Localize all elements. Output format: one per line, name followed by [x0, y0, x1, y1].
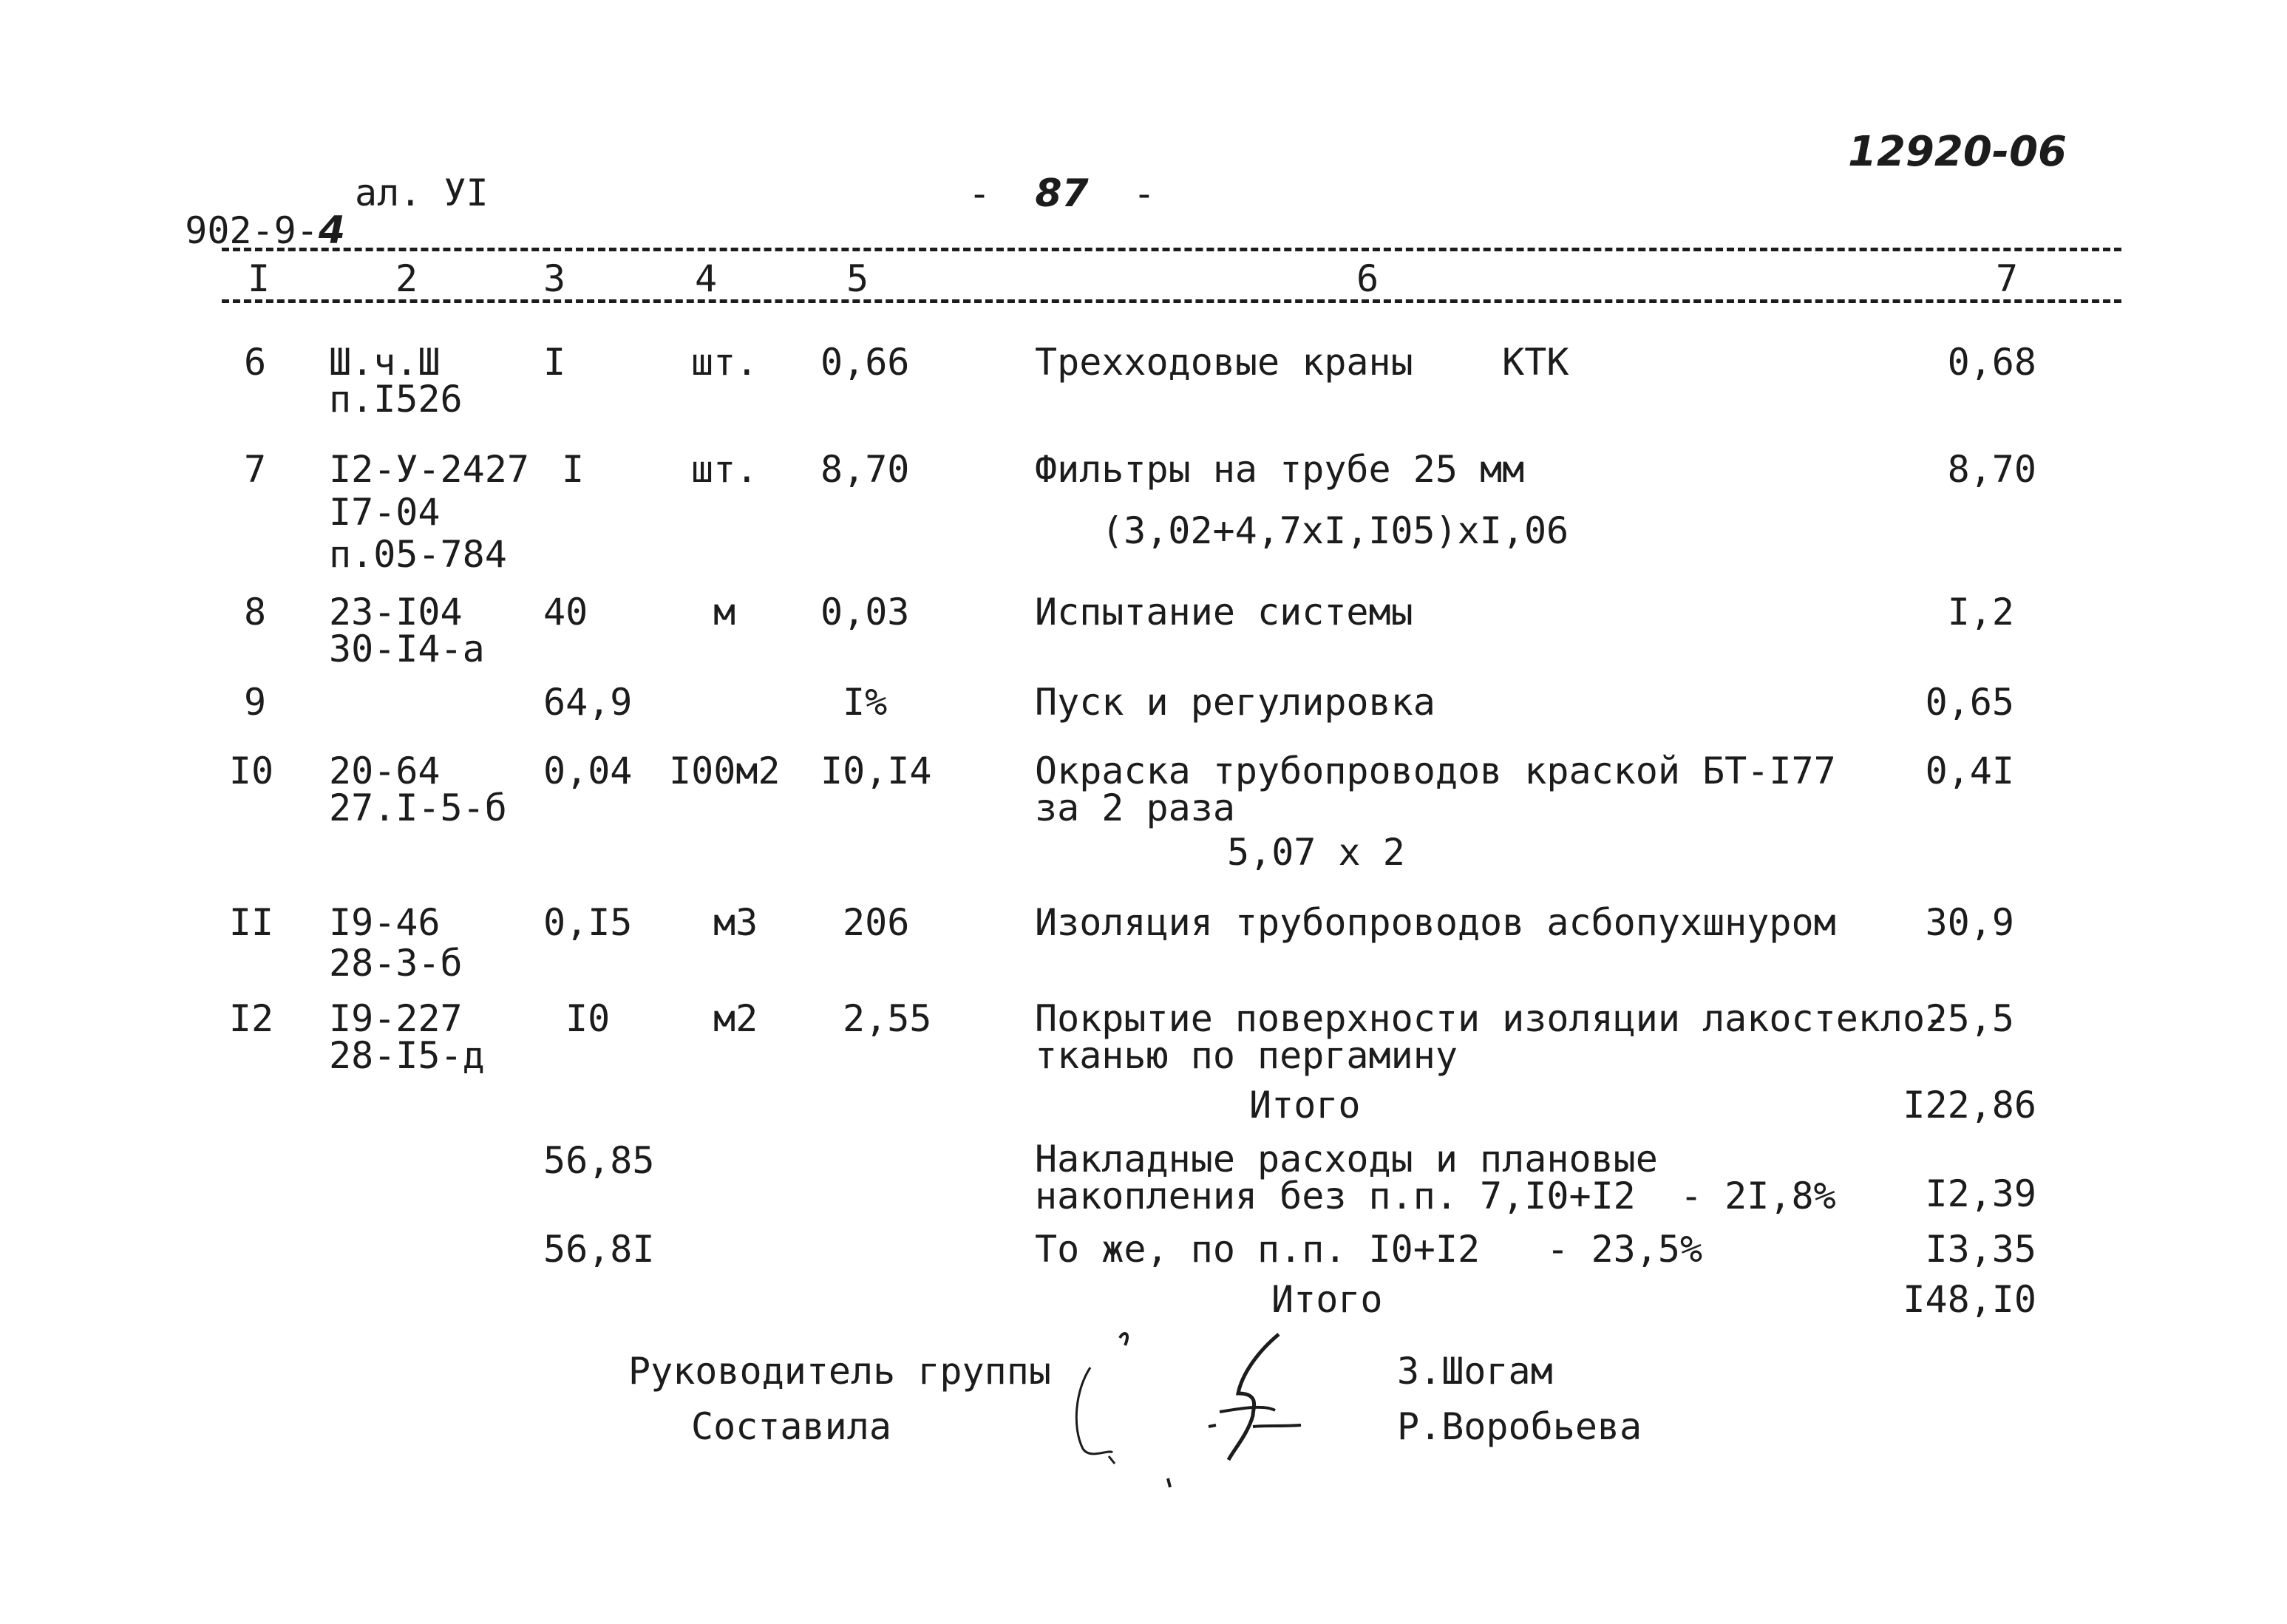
row-total: 0,4I: [1925, 750, 2014, 792]
archive-stamp: 12920-06: [1848, 128, 2067, 176]
overhead-label: Накладные расходы и плановые: [1035, 1138, 1658, 1180]
row-code: 20-64: [329, 750, 441, 792]
row-quantity: 0,I5: [543, 901, 633, 944]
row-price: 2,55: [843, 997, 932, 1040]
row-code: 28-I5-д: [329, 1034, 485, 1077]
row-code: 23-I04: [329, 591, 463, 633]
row-code: 28-3-б: [329, 942, 463, 985]
head-role: Руководитель группы: [628, 1350, 1051, 1393]
row-description: за 2 раза: [1035, 786, 1235, 829]
col-head-5: 5: [846, 257, 869, 300]
row-code: п.05-784: [329, 533, 507, 576]
row-total: 8,70: [1947, 448, 2036, 491]
row-total: I,2: [1947, 591, 2014, 633]
row-code: I2-У-2427: [329, 448, 529, 491]
row-price: I%: [843, 681, 888, 724]
row-number: 6: [243, 341, 267, 384]
doc-number-handwritten: 4: [318, 208, 346, 253]
row-description: Трехходовые краны КТК: [1035, 341, 1569, 384]
row-quantity: 40: [543, 591, 588, 633]
col-head-7: 7: [1996, 257, 2019, 300]
compiler-name: Р.Воробьева: [1397, 1405, 1642, 1448]
row-total: 0,65: [1925, 681, 2014, 724]
row-code: I9-227: [329, 997, 463, 1040]
row-total: 25,5: [1925, 997, 2014, 1040]
album-label: ал. УI: [355, 171, 489, 214]
col-head-2: 2: [395, 257, 418, 300]
row-number: I0: [228, 750, 274, 792]
subtotal-value: I22,86: [1903, 1084, 2036, 1127]
row-quantity: 64,9: [543, 681, 633, 724]
row-unit: шт.: [691, 448, 758, 491]
row-unit: шт.: [691, 341, 758, 384]
row-code: Ш.ч.Ш: [329, 341, 441, 384]
row-code: п.I526: [329, 378, 463, 421]
row-number: 8: [243, 591, 267, 633]
row-quantity: I: [543, 341, 566, 384]
overhead-value: I2,39: [1925, 1172, 2036, 1215]
row-unit: м3: [713, 901, 758, 944]
row-description: Испытание системы: [1035, 591, 1413, 633]
row-number: 7: [243, 448, 267, 491]
row-description: тканью по пергамину: [1035, 1034, 1458, 1077]
col-head-1: I: [248, 257, 271, 300]
row-number: I2: [228, 997, 274, 1040]
row-unit: м2: [713, 997, 758, 1040]
row-quantity: I0: [565, 997, 611, 1040]
row-description: Окраска трубопроводов краской БТ-I77: [1035, 750, 1836, 792]
overhead-base: 56,85: [543, 1139, 655, 1182]
row-code: I9-46: [329, 901, 441, 944]
head-name: З.Шогам: [1397, 1350, 1553, 1393]
row-unit: м: [713, 591, 736, 633]
compiler-role: Составила: [691, 1405, 891, 1448]
header-rule-top: [222, 248, 2121, 251]
total-value: I48,I0: [1903, 1278, 2036, 1321]
col-head-3: 3: [543, 257, 566, 300]
row-code: 30-I4-а: [329, 628, 485, 670]
subtotal-label: Итого: [1249, 1084, 1361, 1127]
row-unit: I00м2: [669, 750, 781, 792]
row-description: Пуск и регулировка: [1035, 681, 1435, 724]
row-price: I0,I4: [820, 750, 932, 792]
col-head-6: 6: [1356, 257, 1379, 300]
row-description: Изоляция трубопроводов асбопухшнуром: [1035, 901, 1836, 944]
row-description: Фильтры на трубе 25 мм: [1035, 448, 1525, 491]
row-description: Покрытие поверхности изоляции лакостекло-: [1035, 997, 1948, 1040]
row-number: II: [228, 901, 274, 944]
row-description: 5,07 х 2: [1227, 831, 1405, 874]
row-quantity: 0,04: [543, 750, 633, 792]
page-number: - 87 -: [968, 171, 1155, 216]
row-total: 30,9: [1925, 901, 2014, 944]
row-description: (3,02+4,7хI,I05)хI,06: [1101, 509, 1569, 552]
same-base: 56,8I: [543, 1228, 655, 1271]
doc-number-printed: 902-9-: [185, 209, 319, 252]
handwritten-signatures: [1057, 1323, 1338, 1493]
row-code: 27.I-5-б: [329, 786, 507, 829]
row-code: I7-04: [329, 491, 441, 534]
row-number: 9: [243, 681, 267, 724]
row-total: 0,68: [1947, 341, 2036, 384]
overhead-label: накопления без п.п. 7,I0+I2 - 2I,8%: [1035, 1175, 1836, 1217]
total-label: Итого: [1271, 1278, 1383, 1321]
header-rule-bottom: [222, 299, 2121, 303]
same-value: I3,35: [1925, 1228, 2036, 1271]
page-number-value: 87: [1035, 171, 1089, 216]
row-price: 0,66: [820, 341, 910, 384]
row-price: 206: [843, 901, 910, 944]
row-price: 8,70: [820, 448, 910, 491]
same-label: То же, по п.п. I0+I2 - 23,5%: [1035, 1228, 1703, 1271]
col-head-4: 4: [695, 257, 718, 300]
doc-number: [140, 174, 346, 253]
row-price: 0,03: [820, 591, 910, 633]
row-quantity: I: [562, 448, 585, 491]
